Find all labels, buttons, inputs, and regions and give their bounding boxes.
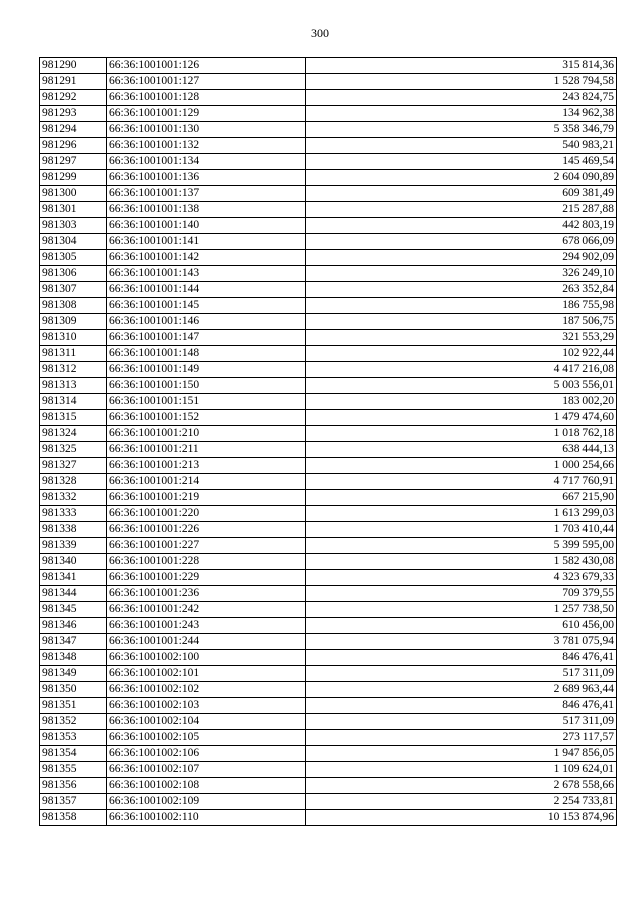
record-number-cell: 981301 — [40, 202, 107, 218]
record-number-cell: 981358 — [40, 810, 107, 826]
record-number-cell: 981296 — [40, 138, 107, 154]
cadastral-number-cell: 66:36:1001002:108 — [107, 778, 306, 794]
cadastral-number-cell: 66:36:1001001:214 — [107, 474, 306, 490]
cadastral-value-cell: 442 803,19 — [306, 218, 617, 234]
table-row — [40, 778, 617, 794]
table-row — [40, 346, 617, 362]
cadastral-value-cell: 1 528 794,58 — [306, 74, 617, 90]
cadastral-value-cell: 243 824,75 — [306, 90, 617, 106]
table-row — [40, 266, 617, 282]
table-row — [40, 570, 617, 586]
table-row — [40, 586, 617, 602]
table-row — [40, 282, 617, 298]
cadastral-value-cell: 1 479 474,60 — [306, 410, 617, 426]
cadastral-number-cell: 66:36:1001001:128 — [107, 90, 306, 106]
cadastral-value-cell: 3 781 075,94 — [306, 634, 617, 650]
cadastral-value-cell: 134 962,38 — [306, 106, 617, 122]
record-number-cell: 981348 — [40, 650, 107, 666]
record-number-cell: 981294 — [40, 122, 107, 138]
cadastral-number-cell: 66:36:1001001:243 — [107, 618, 306, 634]
cadastral-number-cell: 66:36:1001002:109 — [107, 794, 306, 810]
table-row — [40, 410, 617, 426]
record-number-cell: 981333 — [40, 506, 107, 522]
table-row — [40, 522, 617, 538]
record-number-cell: 981346 — [40, 618, 107, 634]
cadastral-number-cell: 66:36:1001001:210 — [107, 426, 306, 442]
cadastral-value-cell: 709 379,55 — [306, 586, 617, 602]
cadastral-number-cell: 66:36:1001001:148 — [107, 346, 306, 362]
cadastral-value-cell: 610 456,00 — [306, 618, 617, 634]
cadastral-value-cell: 638 444,13 — [306, 442, 617, 458]
cadastral-number-cell: 66:36:1001001:227 — [107, 538, 306, 554]
cadastral-number-cell: 66:36:1001001:147 — [107, 330, 306, 346]
cadastral-number-cell: 66:36:1001001:134 — [107, 154, 306, 170]
record-number-cell: 981291 — [40, 74, 107, 90]
record-number-cell: 981304 — [40, 234, 107, 250]
cadastral-value-cell: 1 109 624,01 — [306, 762, 617, 778]
table-row — [40, 394, 617, 410]
cadastral-number-cell: 66:36:1001001:138 — [107, 202, 306, 218]
record-number-cell: 981312 — [40, 362, 107, 378]
record-number-cell: 981339 — [40, 538, 107, 554]
record-number-cell: 981299 — [40, 170, 107, 186]
cadastral-number-cell: 66:36:1001001:229 — [107, 570, 306, 586]
cadastral-number-cell: 66:36:1001001:242 — [107, 602, 306, 618]
cadastral-number-cell: 66:36:1001002:106 — [107, 746, 306, 762]
cadastral-value-cell: 187 506,75 — [306, 314, 617, 330]
cadastral-value-cell: 1 703 410,44 — [306, 522, 617, 538]
cadastral-number-cell: 66:36:1001002:104 — [107, 714, 306, 730]
cadastral-number-cell: 66:36:1001001:146 — [107, 314, 306, 330]
table-row — [40, 58, 617, 74]
cadastral-number-cell: 66:36:1001002:103 — [107, 698, 306, 714]
record-number-cell: 981354 — [40, 746, 107, 762]
table-row — [40, 250, 617, 266]
cadastral-value-cell: 667 215,90 — [306, 490, 617, 506]
cadastral-number-cell: 66:36:1001001:228 — [107, 554, 306, 570]
cadastral-number-cell: 66:36:1001001:127 — [107, 74, 306, 90]
cadastral-value-cell: 846 476,41 — [306, 650, 617, 666]
cadastral-number-cell: 66:36:1001002:107 — [107, 762, 306, 778]
record-number-cell: 981347 — [40, 634, 107, 650]
cadastral-value-cell: 215 287,88 — [306, 202, 617, 218]
table-row — [40, 234, 617, 250]
record-number-cell: 981332 — [40, 490, 107, 506]
table-row — [40, 698, 617, 714]
cadastral-number-cell: 66:36:1001001:137 — [107, 186, 306, 202]
record-number-cell: 981314 — [40, 394, 107, 410]
cadastral-value-cell: 294 902,09 — [306, 250, 617, 266]
cadastral-number-cell: 66:36:1001001:132 — [107, 138, 306, 154]
cadastral-number-cell: 66:36:1001001:136 — [107, 170, 306, 186]
record-number-cell: 981300 — [40, 186, 107, 202]
table-row — [40, 474, 617, 490]
table-row — [40, 154, 617, 170]
table-row — [40, 634, 617, 650]
record-number-cell: 981297 — [40, 154, 107, 170]
record-number-cell: 981308 — [40, 298, 107, 314]
record-number-cell: 981313 — [40, 378, 107, 394]
record-number-cell: 981352 — [40, 714, 107, 730]
cadastral-value-cell: 517 311,09 — [306, 714, 617, 730]
table-row — [40, 362, 617, 378]
record-number-cell: 981305 — [40, 250, 107, 266]
record-number-cell: 981357 — [40, 794, 107, 810]
table-row — [40, 378, 617, 394]
cadastral-number-cell: 66:36:1001001:213 — [107, 458, 306, 474]
record-number-cell: 981349 — [40, 666, 107, 682]
cadastral-value-cell: 10 153 874,96 — [306, 810, 617, 826]
cadastral-number-cell: 66:36:1001001:130 — [107, 122, 306, 138]
table-row — [40, 810, 617, 826]
table-row — [40, 506, 617, 522]
cadastral-number-cell: 66:36:1001002:100 — [107, 650, 306, 666]
cadastral-number-cell: 66:36:1001001:142 — [107, 250, 306, 266]
cadastral-number-cell: 66:36:1001001:220 — [107, 506, 306, 522]
cadastral-number-cell: 66:36:1001002:110 — [107, 810, 306, 826]
table-row — [40, 666, 617, 682]
table-row — [40, 106, 617, 122]
table-row — [40, 458, 617, 474]
record-number-cell: 981293 — [40, 106, 107, 122]
record-number-cell: 981353 — [40, 730, 107, 746]
cadastral-value-cell: 263 352,84 — [306, 282, 617, 298]
cadastral-value-cell: 678 066,09 — [306, 234, 617, 250]
table-row — [40, 122, 617, 138]
record-number-cell: 981338 — [40, 522, 107, 538]
cadastral-value-cell: 273 117,57 — [306, 730, 617, 746]
table-row — [40, 618, 617, 634]
cadastral-number-cell: 66:36:1001002:102 — [107, 682, 306, 698]
table-row — [40, 490, 617, 506]
cadastral-value-cell: 186 755,98 — [306, 298, 617, 314]
cadastral-number-cell: 66:36:1001001:219 — [107, 490, 306, 506]
cadastral-value-cell: 183 002,20 — [306, 394, 617, 410]
cadastral-value-cell: 1 000 254,66 — [306, 458, 617, 474]
cadastral-number-cell: 66:36:1001001:145 — [107, 298, 306, 314]
cadastral-value-cell: 1 613 299,03 — [306, 506, 617, 522]
cadastral-number-cell: 66:36:1001001:226 — [107, 522, 306, 538]
cadastral-number-cell: 66:36:1001001:211 — [107, 442, 306, 458]
cadastral-number-cell: 66:36:1001001:143 — [107, 266, 306, 282]
cadastral-value-cell: 5 358 346,79 — [306, 122, 617, 138]
cadastral-number-cell: 66:36:1001001:149 — [107, 362, 306, 378]
table-row — [40, 602, 617, 618]
cadastral-value-cell: 2 678 558,66 — [306, 778, 617, 794]
record-number-cell: 981310 — [40, 330, 107, 346]
table-row — [40, 442, 617, 458]
record-number-cell: 981327 — [40, 458, 107, 474]
cadastral-value-cell: 846 476,41 — [306, 698, 617, 714]
record-number-cell: 981303 — [40, 218, 107, 234]
cadastral-number-cell: 66:36:1001001:144 — [107, 282, 306, 298]
cadastral-number-cell: 66:36:1001001:150 — [107, 378, 306, 394]
table-row — [40, 202, 617, 218]
cadastral-number-cell: 66:36:1001002:105 — [107, 730, 306, 746]
cadastral-value-cell: 517 311,09 — [306, 666, 617, 682]
table-row — [40, 426, 617, 442]
table-row — [40, 746, 617, 762]
record-number-cell: 981340 — [40, 554, 107, 570]
table-row — [40, 186, 617, 202]
cadastral-value-cell: 2 604 090,89 — [306, 170, 617, 186]
table-body — [40, 58, 617, 826]
record-number-cell: 981351 — [40, 698, 107, 714]
cadastral-value-cell: 5 399 595,00 — [306, 538, 617, 554]
record-number-cell: 981328 — [40, 474, 107, 490]
table-row — [40, 170, 617, 186]
cadastral-number-cell: 66:36:1001001:152 — [107, 410, 306, 426]
record-number-cell: 981315 — [40, 410, 107, 426]
page-number: 300 — [311, 26, 329, 40]
cadastral-value-cell: 4 417 216,08 — [306, 362, 617, 378]
cadastral-value-cell: 145 469,54 — [306, 154, 617, 170]
cadastral-value-table — [39, 57, 617, 826]
record-number-cell: 981290 — [40, 58, 107, 74]
table-row — [40, 218, 617, 234]
cadastral-value-cell: 102 922,44 — [306, 346, 617, 362]
record-number-cell: 981356 — [40, 778, 107, 794]
record-number-cell: 981350 — [40, 682, 107, 698]
table-row — [40, 330, 617, 346]
record-number-cell: 981341 — [40, 570, 107, 586]
table-row — [40, 90, 617, 106]
cadastral-value-cell: 540 983,21 — [306, 138, 617, 154]
cadastral-value-cell: 1 582 430,08 — [306, 554, 617, 570]
table-row — [40, 538, 617, 554]
record-number-cell: 981307 — [40, 282, 107, 298]
table-row — [40, 794, 617, 810]
cadastral-value-cell: 326 249,10 — [306, 266, 617, 282]
table-row — [40, 138, 617, 154]
cadastral-value-cell: 2 689 963,44 — [306, 682, 617, 698]
cadastral-value-cell: 1 257 738,50 — [306, 602, 617, 618]
table-row — [40, 714, 617, 730]
table-row — [40, 730, 617, 746]
cadastral-number-cell: 66:36:1001001:129 — [107, 106, 306, 122]
cadastral-value-cell: 4 323 679,33 — [306, 570, 617, 586]
cadastral-value-cell: 4 717 760,91 — [306, 474, 617, 490]
record-number-cell: 981311 — [40, 346, 107, 362]
table-row — [40, 298, 617, 314]
cadastral-number-cell: 66:36:1001001:126 — [107, 58, 306, 74]
cadastral-value-cell: 321 553,29 — [306, 330, 617, 346]
record-number-cell: 981355 — [40, 762, 107, 778]
cadastral-number-cell: 66:36:1001002:101 — [107, 666, 306, 682]
record-number-cell: 981345 — [40, 602, 107, 618]
cadastral-value-cell: 609 381,49 — [306, 186, 617, 202]
record-number-cell: 981324 — [40, 426, 107, 442]
cadastral-number-cell: 66:36:1001001:141 — [107, 234, 306, 250]
cadastral-number-cell: 66:36:1001001:151 — [107, 394, 306, 410]
record-number-cell: 981292 — [40, 90, 107, 106]
table-row — [40, 682, 617, 698]
table-row — [40, 314, 617, 330]
record-number-cell: 981344 — [40, 586, 107, 602]
record-number-cell: 981306 — [40, 266, 107, 282]
cadastral-value-cell: 5 003 556,01 — [306, 378, 617, 394]
cadastral-value-cell: 315 814,36 — [306, 58, 617, 74]
table-row — [40, 74, 617, 90]
table-row — [40, 762, 617, 778]
record-number-cell: 981325 — [40, 442, 107, 458]
table-row — [40, 650, 617, 666]
record-number-cell: 981309 — [40, 314, 107, 330]
cadastral-number-cell: 66:36:1001001:244 — [107, 634, 306, 650]
cadastral-number-cell: 66:36:1001001:236 — [107, 586, 306, 602]
cadastral-number-cell: 66:36:1001001:140 — [107, 218, 306, 234]
cadastral-value-cell: 1 018 762,18 — [306, 426, 617, 442]
cadastral-value-cell: 2 254 733,81 — [306, 794, 617, 810]
table-row — [40, 554, 617, 570]
cadastral-value-cell: 1 947 856,05 — [306, 746, 617, 762]
